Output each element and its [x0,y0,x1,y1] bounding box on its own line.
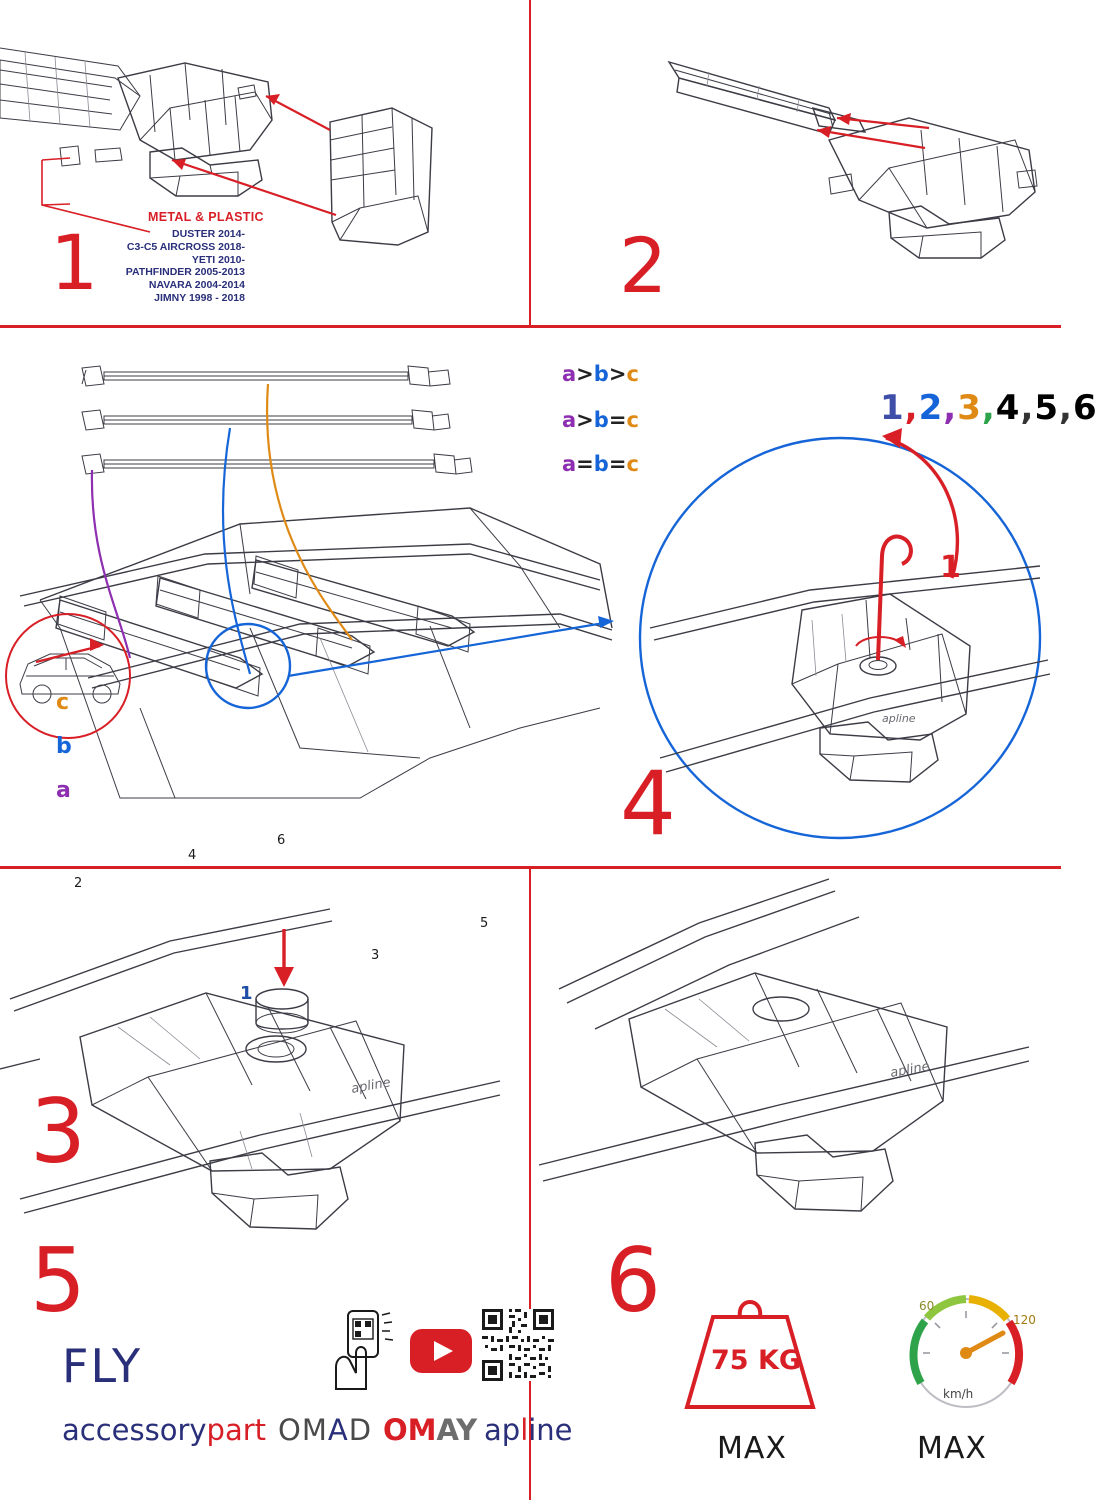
seq-3: 3 [957,388,982,428]
roof-marker-2: 2 [74,876,83,891]
step-number-6: 6 [605,1229,659,1332]
panel-step-6 [529,869,1061,1500]
step-number-5: 5 [30,1229,84,1332]
tighten-sequence: 1,2,3,4,5,6 [880,388,1098,428]
seq-4: 4 [995,388,1021,428]
step-number-1: 1 [50,218,97,307]
seq-6: 6 [1072,388,1098,428]
panel-step-2 [529,0,1061,325]
model-item: NAVARA 2004-2014 [148,279,245,292]
panel-step-5 [0,869,529,1500]
svg-text:apline: apline [889,1059,931,1081]
panel-step-4 [620,328,1098,866]
relation-2: a>b=c [562,408,639,432]
brand-accessorypart: accessorypart [62,1413,267,1447]
roof-marker-1-highlight: 1 [240,983,253,1004]
relation-3: a=b=c [562,452,639,476]
step4-turn-marker: 1 [940,550,961,585]
speed-tick-120: 120 [1013,1313,1036,1327]
panel-step-1 [0,0,529,325]
brand-omay: OMAY [383,1413,478,1447]
qr-scan-hand-icon [330,1309,400,1391]
step6-illustration [529,869,1061,1269]
bar-label-b: b [56,734,72,759]
bar-label-a: a [56,778,71,803]
roof-marker-4: 4 [188,848,197,863]
speed-unit-label: km/h [943,1387,974,1401]
seq-5: 5 [1034,388,1060,428]
relation-1: a>b>c [562,362,639,386]
seq-1: 1 [880,388,905,428]
model-item: C3-C5 AIRCROSS 2018- [126,240,245,253]
max-load-label: MAX [717,1431,787,1466]
roof-marker-6: 6 [277,833,286,848]
brand-fly: FLY [62,1339,143,1393]
step3-illustration [0,328,620,866]
brand-apline: apline [484,1413,573,1447]
model-item: YETI 2010- [191,253,245,266]
youtube-icon[interactable] [410,1329,472,1373]
brand-omad: OMAD [278,1413,373,1447]
compatible-models-list [0,228,245,305]
step2-illustration [529,0,1061,325]
roof-marker-5: 5 [480,916,489,931]
step-number-2: 2 [619,221,666,310]
seq-2: 2 [918,388,944,428]
model-item: PATHFINDER 2005-2013 [125,266,245,279]
step-number-3: 3 [30,1080,84,1183]
speed-tick-60: 60 [919,1299,935,1313]
metal-plastic-label: METAL & PLASTIC [148,210,264,224]
max-speed-label: MAX [917,1431,987,1466]
step-number-4: 4 [620,752,674,855]
roof-marker-3: 3 [371,948,380,963]
apline-brand-mark: apline [882,712,916,725]
max-load-value: 75 KG [711,1345,802,1376]
model-item: DUSTER 2014- [172,228,245,240]
svg-text:apline: apline [350,1075,392,1097]
model-item: JIMNY 1998 - 2018 [154,291,245,304]
bar-label-c: c [56,690,70,715]
